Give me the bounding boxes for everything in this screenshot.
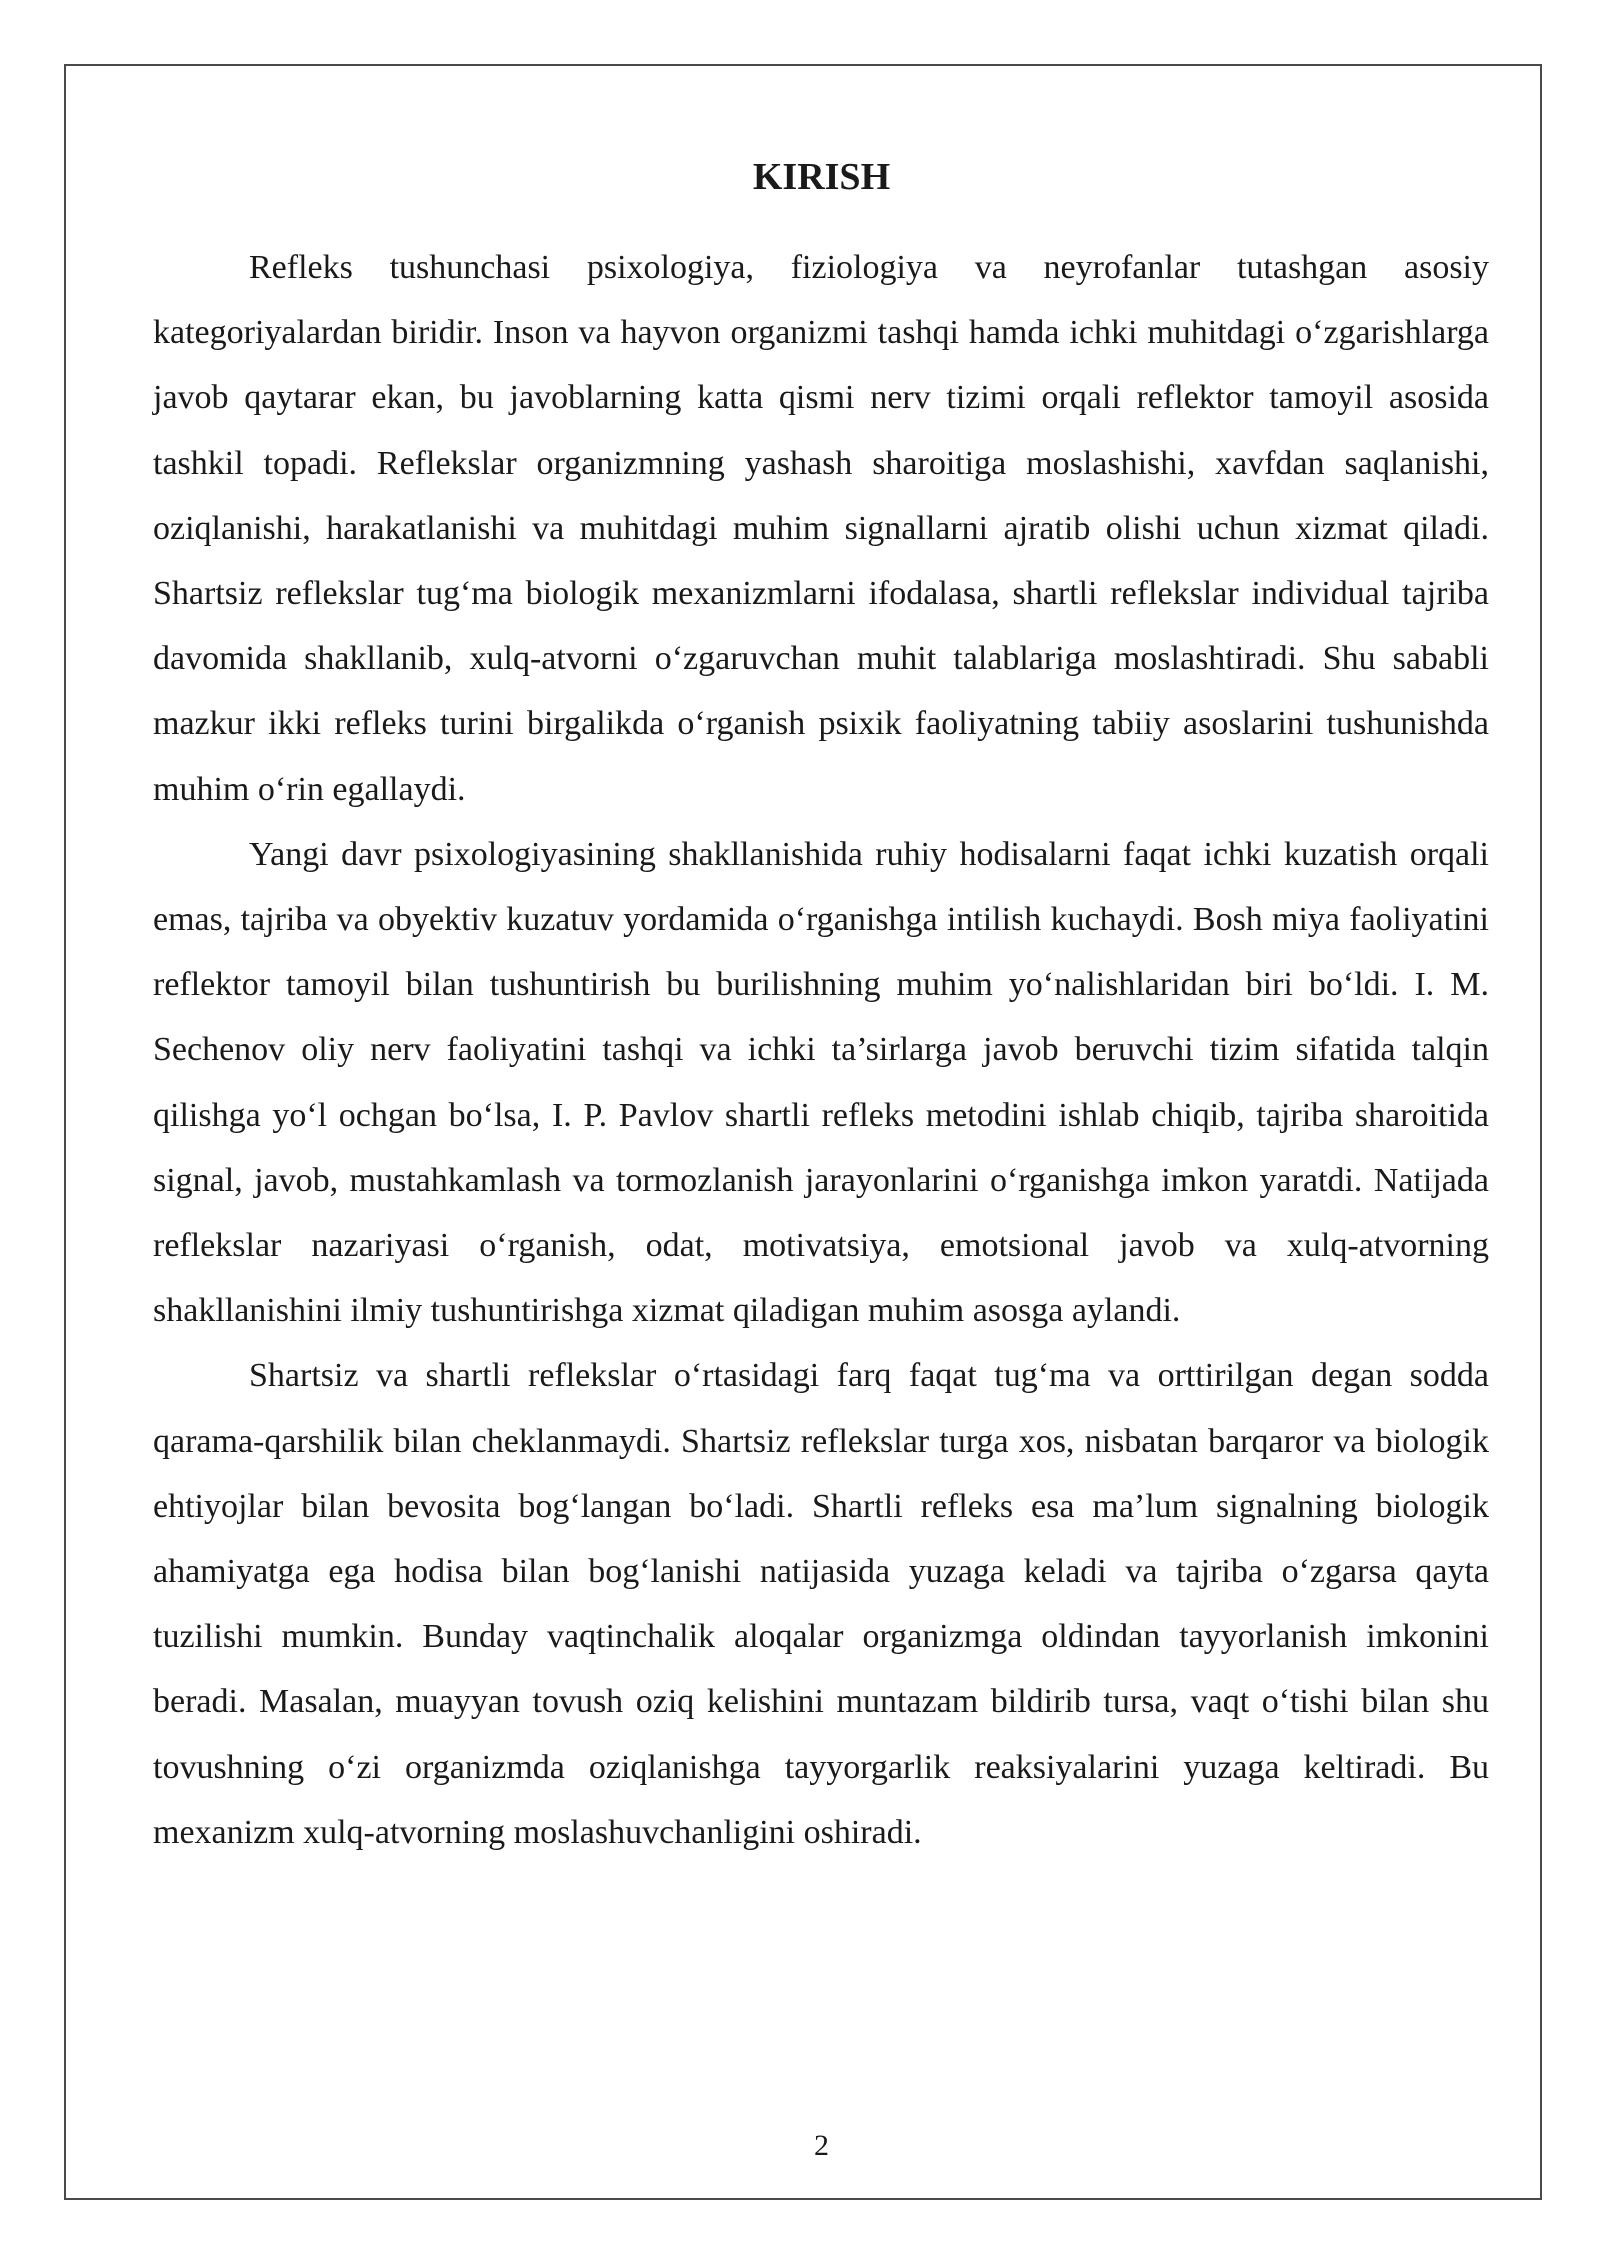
document-body [153, 235, 1489, 1865]
page-number: 2 [814, 2129, 829, 2162]
paragraph-2: Yangi davr psixologiyasining shakllanishida ruhiy hodisalarni faqat ichki kuzatish orqali emas, tajriba va obyektiv kuzatuv yordamida o‘rganishga intilish kuchaydi. Bosh miya faoliyatini reflektor tamoyil bilan tushuntirish bu burilishning muhim yo‘nalishlaridan biri bo‘ldi. I. M. Sechenov oliy nerv faoliyatini tashqi va ichki ta’sirlarga javob beruvchi tizim sifatida talqin qilishga yo‘l ochgan bo‘lsa, I. P. Pavlov shartli refleks metodini ishlab chiqib, tajriba sharoitida signal, javob, mustahkamlash va tormozlanish jarayonlarini o‘rganishga imkon yaratdi. Natijada reflekslar nazariyasi o‘rganish, odat, motivatsiya, emotsional javob va xulq-atvorning shakllanishini ilmiy tushuntirishga xizmat qiladigan muhim asosga aylandi. [153, 835, 1489, 1330]
section-title: KIRISH [752, 156, 891, 198]
paragraph-1: Refleks tushunchasi psixologiya, fiziologiya va neyrofanlar tutashgan asosiy kategoriyalardan biridir. Inson va hayvon organizmi tashqi hamda ichki muhitdagi o‘zgarishlarga javob qaytarar ekan, bu javoblarning katta qismi nerv tizimi orqali reflektor tamoyil asosida tashkil topadi. Reflekslar organizmning yashash sharoitiga moslashishi, xavfdan saqlanishi, oziqlanishi, harakatlanishi va muhitdagi muhim signallarni ajratib olishi uchun xizmat qiladi. Shartsiz reflekslar tug‘ma biologik mexanizmlarni ifodalasa, shartli reflekslar individual tajriba davomida shakllanib, xulq-atvorni o‘zgaruvchan muhit talablariga moslashtiradi. Shu sababli mazkur ikki refleks turini birgalikda o‘rganish psixik faoliyatning tabiiy asoslarini tushunishda muhim o‘rin egallaydi. [153, 249, 1489, 808]
paragraph-3: Shartsiz va shartli reflekslar o‘rtasidagi farq faqat tug‘ma va orttirilgan degan sodda qarama-qarshilik bilan cheklanmaydi. Shartsiz reflekslar turga xos, nisbatan barqaror va biologik ehtiyojlar bilan bevosita bog‘langan bo‘ladi. Shartli refleks esa ma’lum signalning biologik ahamiyatga ega hodisa bilan bog‘lanishi natijasida yuzaga keladi va tajriba o‘zgarsa qayta tuzilishi mumkin. Bunday vaqtinchalik aloqalar organizmga oldindan tayyorlanish imkonini beradi. Masalan, muayyan tovush oziq kelishini muntazam bildirib tursa, vaqt o‘tishi bilan shu tovushning o‘zi organizmda oziqlanishga tayyorgarlik reaksiyalarini yuzaga keltiradi. Bu mexanizm xulq-atvorning moslashuvchanligini oshiradi. [153, 1357, 1489, 1851]
